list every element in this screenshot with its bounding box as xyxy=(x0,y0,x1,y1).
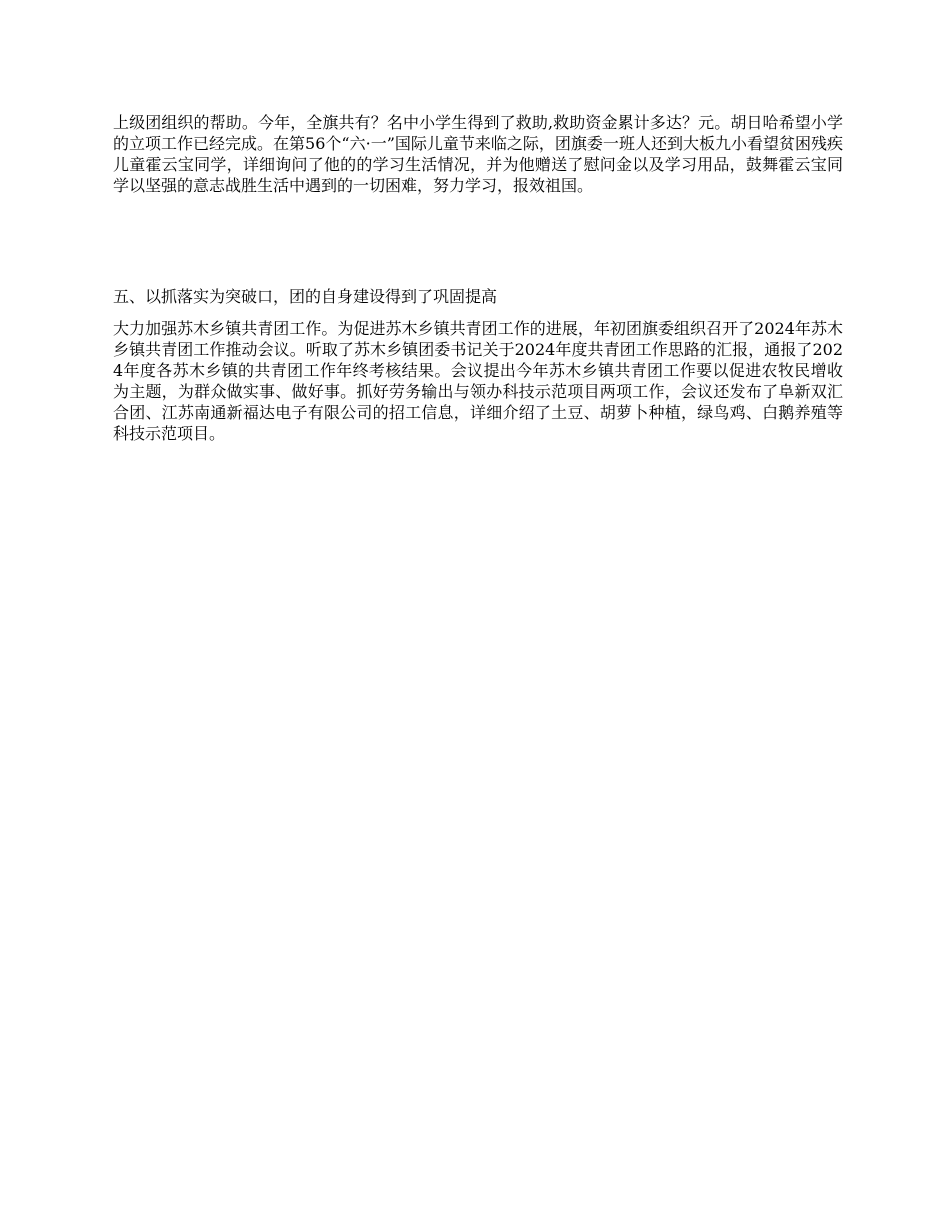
paragraph-youth-assistance: 上级团组织的帮助。今年，全旗共有？名中小学生得到了救助,救助资金累计多达？元。胡日哈希望小学的立项工作已经完成。在第56个“六·一”国际儿童节来临之际，团旗委一班人还到大板九小看望贫困残疾儿童霍云宝同学，详细询问了他的的学习生活情况，并为他赠送了慰问金以及学习用品，鼓舞霍云宝同学以坚强的意志战胜生活中遇到的一切困难，努力学习，报效祖国。 xyxy=(113,113,843,195)
document-body xyxy=(113,112,843,444)
paragraph-gap xyxy=(113,196,843,286)
section-heading-five: 五、以抓落实为突破口，团的自身建设得到了巩固提高 xyxy=(113,287,498,306)
paragraph-township-league-work: 大力加强苏木乡镇共青团工作。为促进苏木乡镇共青团工作的进展，年初团旗委组织召开了2024年苏木乡镇共青团工作推动会议。听取了苏木乡镇团委书记关于2024年度共青团工作思路的汇报，通报了2024年度各苏木乡镇的共青团工作年终考核结果。会议提出今年苏木乡镇共青团工作要以促进农牧民增收为主题，为群众做实事、做好事。抓好劳务输出与领办科技示范项目两项工作，会议还发布了阜新双汇合团、江苏南通新福达电子有限公司的招工信息，详细介绍了土豆、胡萝卜种植，绿鸟鸡、白鹅养殖等科技示范项目。 xyxy=(113,319,843,443)
